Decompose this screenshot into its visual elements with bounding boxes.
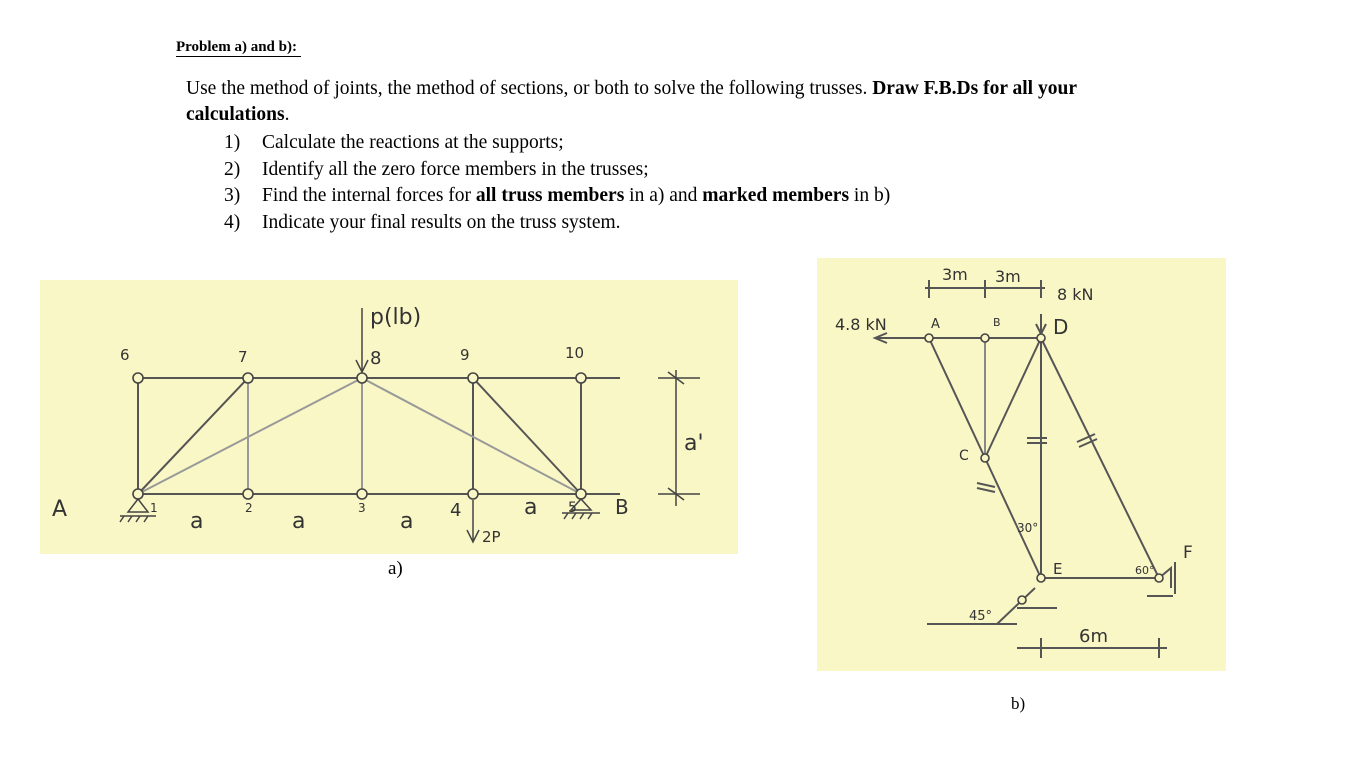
instruction-text-segment: Indicate your final results on the truss system. (262, 211, 621, 233)
dim-top-right: 3m (995, 267, 1021, 286)
instruction-number: 3) (224, 185, 241, 206)
intro-bold: Draw F.B.Ds for all your calculations (186, 78, 1077, 125)
instruction-number: 1) (224, 132, 241, 153)
instruction-text-segment: in b) (849, 185, 891, 206)
dim-top-left: 3m (942, 265, 968, 284)
instruction-number: 4) (224, 211, 241, 233)
instruction-text-segment: Find the internal forces for (262, 185, 476, 206)
node-label-10: 10 (565, 344, 585, 362)
angle-45: 45° (969, 609, 993, 624)
instruction-text-segment: Calculate the reactions at the supports; (262, 132, 564, 153)
node-label-8: 8 (370, 348, 382, 369)
figure-a-caption: a) (388, 558, 403, 579)
instruction-item (224, 157, 890, 184)
support-label-b: B (615, 495, 629, 519)
node-label-6: 6 (120, 346, 130, 364)
intro-text: Use the method of joints, the method of sections, or both to solve the following trusses. (186, 78, 873, 99)
spacing-label-3: a (400, 509, 414, 534)
instruction-item (224, 183, 890, 210)
node-label-1: 1 (150, 501, 158, 515)
instruction-text-segment: Identify all the zero force members in the trusses; (262, 158, 649, 180)
instruction-item (224, 210, 890, 237)
load-label-p: p(lb) (370, 305, 422, 330)
spacing-label-1: a (190, 509, 204, 534)
instruction-text (262, 130, 564, 157)
figure-b-truss (817, 258, 1227, 672)
load-left-label: 4.8 kN (835, 315, 887, 334)
angle-60: 60° (1135, 564, 1155, 577)
spacing-label-4: a (524, 495, 538, 520)
instruction-text-segment: in a) and (624, 185, 703, 206)
load-label-2p: 2P (482, 528, 501, 546)
instruction-text (262, 183, 890, 210)
node-label-4: 4 (450, 500, 462, 521)
angle-30: 30° (1017, 521, 1039, 535)
node-label-A: A (931, 317, 940, 332)
node-label-7: 7 (238, 348, 248, 366)
instruction-bold-text: marked members (702, 185, 850, 206)
instruction-list (224, 130, 890, 236)
node-label-B: B (993, 316, 1001, 329)
node-label-E: E (1053, 560, 1063, 578)
node-label-5: 5 (568, 500, 577, 516)
node-label-D: D (1053, 315, 1069, 339)
load-right-label: 8 kN (1057, 285, 1094, 304)
instruction-text (262, 157, 649, 184)
spacing-label-2: a (292, 509, 306, 534)
figure-b-caption: b) (1011, 694, 1026, 713)
node-label-3: 3 (358, 501, 366, 515)
dim-bottom: 6m (1079, 626, 1108, 647)
instruction-item (224, 130, 890, 157)
intro-paragraph (186, 76, 1086, 128)
node-label-F: F (1183, 543, 1193, 563)
intro-end: . (284, 104, 290, 125)
instruction-number: 2) (224, 158, 241, 180)
node-label-C: C (959, 448, 969, 464)
height-label: a' (684, 431, 704, 456)
node-label-9: 9 (460, 346, 470, 364)
support-label-a: A (52, 497, 68, 522)
figure-a-truss (40, 280, 740, 555)
instruction-text (262, 210, 621, 237)
instruction-bold-text: all truss members (475, 185, 625, 206)
problem-heading: Problem a) and b): (176, 38, 301, 57)
node-label-2: 2 (245, 501, 253, 515)
